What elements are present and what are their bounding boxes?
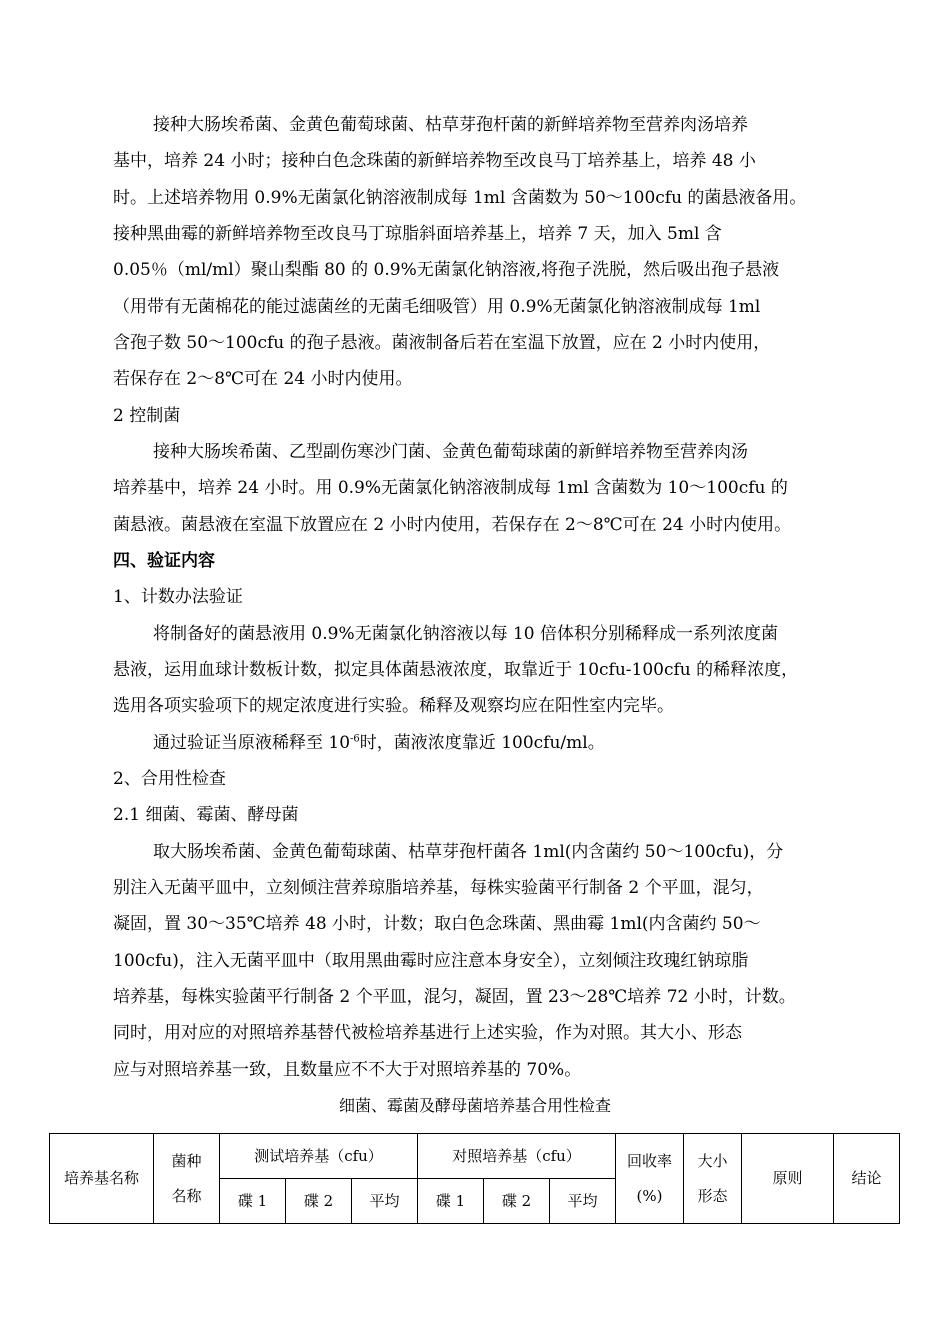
section-heading: 四、验证内容	[113, 551, 215, 571]
paragraph-line: 时。上述培养物用 0.9%无菌氯化钠溶液制成每 1ml 含菌数为 50～100cfu 的菌悬液备用。	[113, 188, 807, 208]
paragraph-line: 凝固，置 30～35℃培养 48 小时，计数；取白色念珠菌、黑曲霉 1ml(内含菌约 50～	[113, 914, 761, 934]
paragraph-line: 基中，培养 24 小时；接种白色念珠菌的新鲜培养物至改良马丁培养基上，培养 48 小	[113, 151, 756, 171]
paragraph-line	[153, 725, 605, 761]
header-medium-name: 培养基名称	[50, 1134, 154, 1224]
paragraph-line: 同时，用对应的对照培养基替代被检培养基进行上述实验，作为对照。其大小、形态	[113, 1023, 742, 1043]
subheading: 2、合用性检查	[113, 769, 226, 789]
header-strain-name	[154, 1134, 220, 1224]
header-recovery-line1: 回收率	[626, 1151, 672, 1170]
header-control-dish2: 碟 2	[484, 1179, 550, 1224]
suitability-table	[49, 1133, 900, 1224]
header-recovery-line2: (%)	[636, 1186, 663, 1205]
subheading: 1、计数办法验证	[113, 587, 243, 607]
paragraph-line: 接种大肠埃希菌、乙型副伤寒沙门菌、金黄色葡萄球菌的新鲜培养物至营养肉汤	[153, 442, 748, 462]
paragraph-line: 接种黑曲霉的新鲜培养物至改良马丁琼脂斜面培养基上，培养 7 天，加入 5ml 含	[113, 224, 722, 244]
header-control-dish1: 碟 1	[418, 1179, 484, 1224]
exponent: -6	[350, 733, 360, 745]
header-recovery-rate	[616, 1134, 684, 1224]
header-test-average: 平均	[352, 1179, 418, 1224]
header-test-dish2: 碟 2	[286, 1179, 352, 1224]
header-strain-line1: 菌种	[171, 1151, 202, 1170]
paragraph-line: 别注入无菌平皿中，立刻倾注营养琼脂培养基，每株实验菌平行制备 2 个平皿，混匀，	[113, 878, 764, 898]
paragraph-line: 将制备好的菌悬液用 0.9%无菌氯化钠溶液以每 10 倍体积分别稀释成一系列浓度菌	[153, 624, 779, 644]
paragraph-line: 含孢子数 50～100cfu 的孢子悬液。菌液制备后若在室温下放置，应在 2 小时内使用，	[113, 333, 771, 353]
paragraph-line: 悬液，运用血球计数板计数，拟定具体菌悬液浓度，取靠近于 10cfu-100cfu 的稀释浓度，	[113, 660, 799, 680]
sentence-end: 时，菌液浓度靠近 100cfu/ml。	[359, 733, 605, 753]
paragraph-line: 接种大肠埃希菌、金黄色葡萄球菌、枯草芽孢杆菌的新鲜培养物至营养肉汤培养	[153, 115, 748, 135]
paragraph-line: 取大肠埃希菌、金黄色葡萄球菌、枯草芽孢杆菌各 1ml(内含菌约 50～100cfu)，分	[153, 842, 784, 862]
header-test-dish1: 碟 1	[220, 1179, 286, 1224]
header-conclusion: 结论	[834, 1134, 900, 1224]
sentence-start: 通过验证当原液稀释至 10	[153, 733, 351, 753]
paragraph-line: 培养基，每株实验菌平行制备 2 个平皿，混匀，凝固，置 23～28℃培养 72 小时，计数。	[113, 987, 796, 1007]
header-principle: 原则	[742, 1134, 834, 1224]
paragraph-line: 选用各项实验项下的规定浓度进行实验。稀释及观察均应在阳性室内完毕。	[113, 696, 674, 716]
header-size-shape	[684, 1134, 742, 1224]
paragraph-line: 若保存在 2～8℃可在 24 小时内使用。	[113, 369, 413, 389]
table-caption: 细菌、霉菌及酵母菌培养基合用性检查	[338, 1096, 611, 1115]
header-size-line2: 形态	[697, 1186, 728, 1205]
header-test-medium: 测试培养基（cfu）	[220, 1134, 418, 1179]
subheading: 2.1 细菌、霉菌、酵母菌	[113, 805, 299, 825]
paragraph-line: 培养基中，培养 24 小时。用 0.9%无菌氯化钠溶液制成每 1ml 含菌数为 10～100cfu 的	[113, 478, 788, 498]
paragraph-line: （用带有无菌棉花的能过滤菌丝的无菌毛细吸管）用 0.9%无菌氯化钠溶液制成每 1ml	[113, 297, 761, 317]
paragraph-line: 0.05％（ml/ml）聚山梨酯 80 的 0.9%无菌氯化钠溶液,将孢子洗脱，然后吸出孢子悬液	[113, 260, 780, 280]
subheading: 2 控制菌	[113, 406, 181, 426]
paragraph-line: 100cfu)，注入无菌平皿中（取用黑曲霉时应注意本身安全），立刻倾注玫瑰红钠琼脂	[113, 951, 749, 971]
paragraph-line: 应与对照培养基一致，且数量应不不大于对照培养基的 70%。	[113, 1060, 582, 1080]
header-size-line1: 大小	[697, 1151, 728, 1170]
header-control-medium: 对照培养基（cfu）	[418, 1134, 616, 1179]
header-strain-line2: 名称	[171, 1186, 202, 1205]
paragraph-line: 菌悬液。菌悬液在室温下放置应在 2 小时内使用，若保存在 2～8℃可在 24 小时内使用。	[113, 515, 792, 535]
header-control-average: 平均	[550, 1179, 616, 1224]
